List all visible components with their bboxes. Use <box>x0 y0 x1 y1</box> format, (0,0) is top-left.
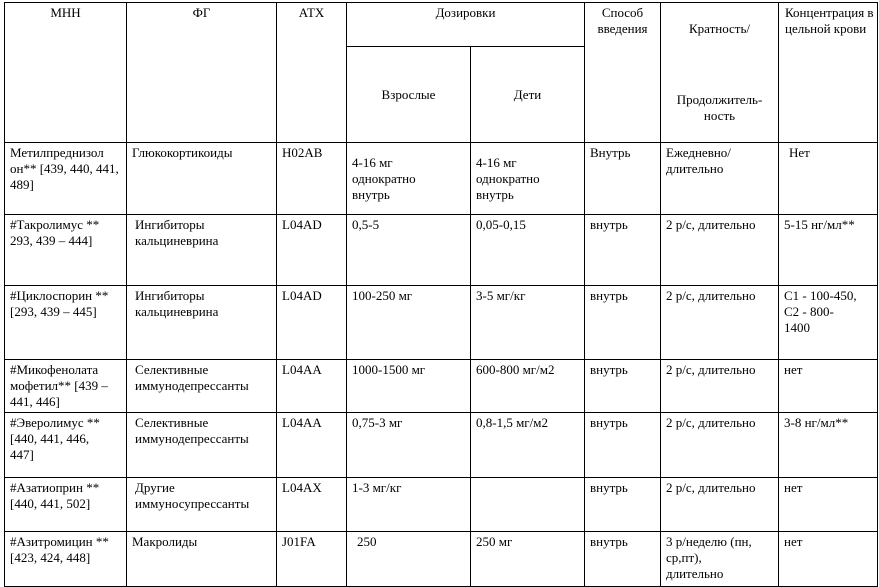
cell-mnn: #Микофенолата мофетил** [439 – 441, 446] <box>5 360 127 413</box>
cell-concentration: 5-15 нг/мл** <box>779 215 878 286</box>
header-frequency-line1: Кратность/ <box>688 21 751 36</box>
cell-route: Внутрь <box>585 143 661 215</box>
cell-mnn: Метилпреднизол он** [439, 440, 441, 489] <box>5 143 127 215</box>
table-row <box>5 478 878 532</box>
cell-atx: L04AA <box>277 413 347 478</box>
header-frequency-line2: Продолжитель- ность <box>676 92 763 123</box>
cell-frequency: 2 р/с, длительно <box>661 215 779 286</box>
cell-mnn: #Эверолимус ** [440, 441, 446, 447] <box>5 413 127 478</box>
cell-children <box>471 478 585 532</box>
cell-frequency: 2 р/с, длительно <box>661 360 779 413</box>
cell-route: внутрь <box>585 413 661 478</box>
cell-atx: L04AX <box>277 478 347 532</box>
table-row <box>5 215 878 286</box>
cell-frequency: 2 р/с, длительно <box>661 478 779 532</box>
cell-children: 0,05-0,15 <box>471 215 585 286</box>
cell-atx: L04AA <box>277 360 347 413</box>
cell-frequency: 2 р/с, длительно <box>661 286 779 360</box>
header-frequency <box>661 3 779 143</box>
cell-adults: 0,75-3 мг <box>347 413 471 478</box>
cell-adults: 250 <box>347 532 471 587</box>
cell-adults: 100-250 мг <box>347 286 471 360</box>
cell-children: 0,8-1,5 мг/м2 <box>471 413 585 478</box>
cell-fg: Ингибиторы кальциневрина <box>127 286 277 360</box>
cell-route: внутрь <box>585 532 661 587</box>
cell-route: внутрь <box>585 286 661 360</box>
drug-table <box>4 2 878 587</box>
cell-concentration: нет <box>779 532 878 587</box>
cell-atx: J01FA <box>277 532 347 587</box>
cell-concentration: нет <box>779 478 878 532</box>
cell-adults: 0,5-5 <box>347 215 471 286</box>
cell-adults: 1000-1500 мг <box>347 360 471 413</box>
table-row <box>5 143 878 215</box>
cell-children: 3-5 мг/кг <box>471 286 585 360</box>
cell-atx: L04AD <box>277 215 347 286</box>
cell-route: внутрь <box>585 215 661 286</box>
cell-route: внутрь <box>585 478 661 532</box>
header-children: Дети <box>471 47 585 143</box>
cell-concentration: 3-8 нг/мл** <box>779 413 878 478</box>
table-row <box>5 532 878 587</box>
cell-fg: Селективные иммунодепрессанты <box>127 360 277 413</box>
cell-children: 4-16 мг однократно внутрь <box>471 143 585 215</box>
cell-fg: Глюкокортикоиды <box>127 143 277 215</box>
cell-frequency: 3 р/неделю (пн, ср,пт), длительно <box>661 532 779 587</box>
cell-frequency: Ежедневно/ длительно <box>661 143 779 215</box>
table-row <box>5 360 878 413</box>
cell-concentration: Нет <box>779 143 878 215</box>
header-fg: ФГ <box>127 3 277 143</box>
cell-adults: 1-3 мг/кг <box>347 478 471 532</box>
header-adults: Взрослые <box>347 47 471 143</box>
cell-children: 600-800 мг/м2 <box>471 360 585 413</box>
header-concentration: Концентрация в цельной крови <box>779 3 878 143</box>
cell-frequency: 2 р/с, длительно <box>661 413 779 478</box>
cell-mnn: #Такролимус ** 293, 439 – 444] <box>5 215 127 286</box>
cell-atx: H02AB <box>277 143 347 215</box>
header-route: Способ введения <box>585 3 661 143</box>
cell-concentration: C1 - 100-450, C2 - 800- 1400 <box>779 286 878 360</box>
header-dosage: Дозировки <box>347 3 585 47</box>
cell-mnn: #Азатиоприн ** [440, 441, 502] <box>5 478 127 532</box>
cell-children: 250 мг <box>471 532 585 587</box>
cell-atx: L04AD <box>277 286 347 360</box>
cell-adults: 4-16 мг однократно внутрь <box>347 143 471 215</box>
cell-mnn: #Циклоспорин ** [293, 439 – 445] <box>5 286 127 360</box>
cell-fg: Макролиды <box>127 532 277 587</box>
cell-concentration: нет <box>779 360 878 413</box>
header-atx: АТХ <box>277 3 347 143</box>
header-mnn: МНН <box>5 3 127 143</box>
cell-fg: Ингибиторы кальциневрина <box>127 215 277 286</box>
cell-route: внутрь <box>585 360 661 413</box>
table-row <box>5 413 878 478</box>
cell-fg: Другие иммуносупрессанты <box>127 478 277 532</box>
cell-mnn: #Азитромицин ** [423, 424, 448] <box>5 532 127 587</box>
cell-fg: Селективные иммунодепрессанты <box>127 413 277 478</box>
table-row <box>5 286 878 360</box>
